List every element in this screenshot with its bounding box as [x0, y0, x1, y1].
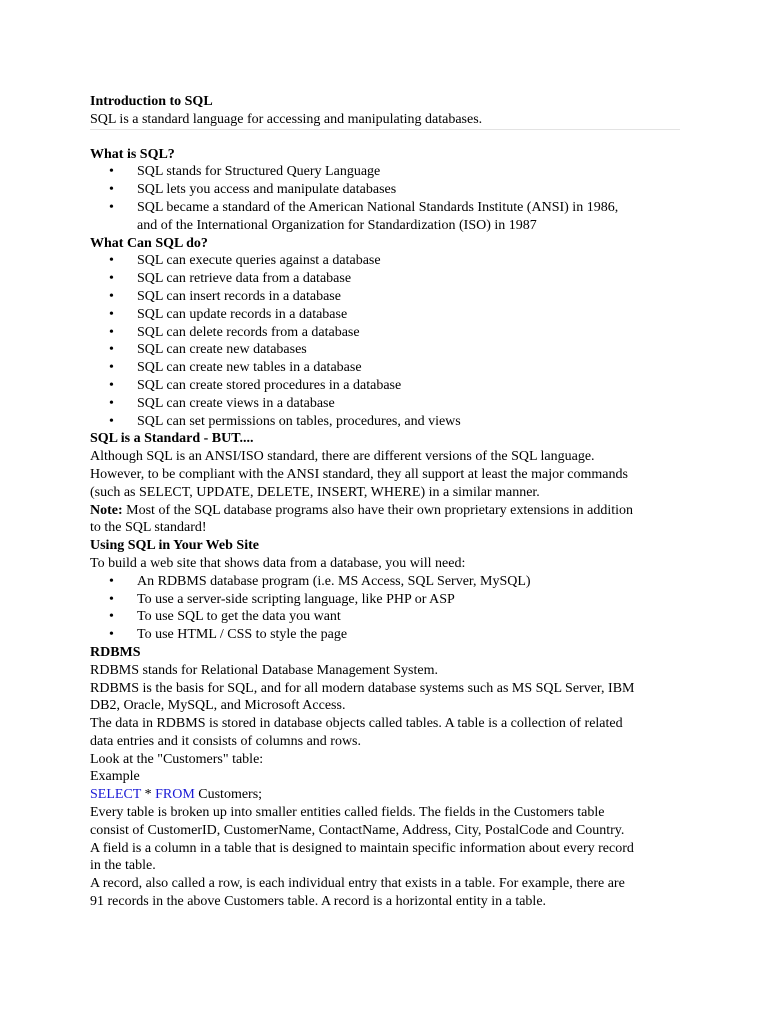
- list-item: • SQL can create new tables in a database: [109, 360, 362, 376]
- rdbms-line: The data in RDBMS is stored in database objects called tables. A table is a collection of related: [90, 716, 623, 732]
- standard-line: However, to be compliant with the ANSI standard, they all support at least the major commands: [90, 466, 628, 482]
- bullet-icon: •: [109, 253, 114, 269]
- rdbms-line: RDBMS is the basis for SQL, and for all modern database systems such as MS SQL Server, IBM: [90, 680, 635, 696]
- sql-table: Customers;: [194, 787, 263, 803]
- list-item: • SQL became a standard of the American National Standards Institute (ANSI) in 1986, and of the International Organization for Standardization (ISO) in 1987: [109, 199, 619, 233]
- bullet-icon: •: [109, 199, 114, 215]
- rdbms-line: DB2, Oracle, MySQL, and Microsoft Access.: [90, 698, 346, 714]
- standard-note: [90, 502, 690, 520]
- bullet-icon: •: [109, 271, 114, 287]
- note-text: Most of the SQL database programs also have their own proprietary extensions in addition: [122, 502, 634, 518]
- list-item: • SQL can delete records from a database: [109, 324, 360, 340]
- rdbms-heading: RDBMS: [90, 644, 141, 660]
- bullet-icon: •: [109, 164, 114, 180]
- bullet-icon: •: [109, 360, 114, 376]
- sql-keyword-from: FROM: [155, 787, 195, 803]
- bullet-icon: •: [109, 609, 114, 625]
- note-label: Note:: [90, 502, 123, 518]
- rdbms-after-line: in the table.: [90, 858, 156, 874]
- list-item: • SQL can create stored procedures in a database: [109, 377, 402, 393]
- website-intro: To build a web site that shows data from a database, you will need:: [90, 555, 466, 571]
- bullet-icon: •: [109, 306, 114, 322]
- bullet-icon: •: [109, 413, 114, 429]
- bullet-icon: •: [109, 395, 114, 411]
- list-item: • SQL lets you access and manipulate databases: [109, 182, 397, 198]
- list-item: • To use SQL to get the data you want: [109, 609, 341, 625]
- standard-note-line2: to the SQL standard!: [90, 520, 207, 536]
- list-item: • SQL can create views in a database: [109, 395, 335, 411]
- list-item: • To use a server-side scripting language, like PHP or ASP: [109, 591, 455, 607]
- website-list: [90, 573, 690, 644]
- standard-heading: SQL is a Standard - BUT....: [90, 431, 254, 447]
- spacer: [90, 130, 690, 146]
- bullet-icon: •: [109, 324, 114, 340]
- bullet-icon: •: [109, 342, 114, 358]
- what-is-list: [90, 163, 690, 234]
- list-item: • SQL stands for Structured Query Language: [109, 164, 381, 180]
- list-item: • SQL can create new databases: [109, 342, 307, 358]
- rdbms-after-line: A field is a column in a table that is designed to maintain specific information about every record: [90, 840, 634, 856]
- intro-title: Introduction to SQL: [90, 94, 213, 109]
- rdbms-after-line: consist of CustomerID, CustomerName, ContactName, Address, City, PostalCode and Country.: [90, 822, 625, 838]
- bullet-icon: •: [109, 627, 114, 643]
- what-can-list: [90, 252, 690, 430]
- sql-star: *: [141, 787, 156, 803]
- bullet-icon: •: [109, 377, 114, 393]
- standard-line: Although SQL is an ANSI/ISO standard, there are different versions of the SQL language.: [90, 449, 595, 465]
- standard-line: (such as SELECT, UPDATE, DELETE, INSERT, WHERE) in a similar manner.: [90, 484, 540, 500]
- list-item: • SQL can execute queries against a database: [109, 253, 381, 269]
- document-page: [90, 93, 690, 911]
- bullet-icon: •: [109, 591, 114, 607]
- what-is-heading: What is SQL?: [90, 146, 175, 162]
- list-item: • To use HTML / CSS to style the page: [109, 627, 348, 643]
- what-can-heading: What Can SQL do?: [90, 235, 208, 251]
- bullet-icon: •: [109, 182, 114, 198]
- website-heading: Using SQL in Your Web Site: [90, 538, 259, 554]
- list-item: • An RDBMS database program (i.e. MS Access, SQL Server, MySQL): [109, 573, 531, 589]
- sql-keyword-select: SELECT: [90, 787, 142, 803]
- intro-subtitle: SQL is a standard language for accessing and manipulating databases.: [90, 111, 483, 127]
- list-item: • SQL can update records in a database: [109, 306, 348, 322]
- rdbms-after-line: A record, also called a row, is each individual entry that exists in a table. For example, there are: [90, 876, 625, 892]
- rdbms-line: RDBMS stands for Relational Database Management System.: [90, 662, 438, 678]
- rdbms-after-line: 91 records in the above Customers table. A record is a horizontal entity in a table.: [90, 894, 547, 910]
- rdbms-after-line: Every table is broken up into smaller entities called fields. The fields in the Customers table: [90, 805, 605, 821]
- rdbms-line: data entries and it consists of columns and rows.: [90, 733, 362, 749]
- code-example: [90, 786, 690, 804]
- list-item: • SQL can retrieve data from a database: [109, 271, 352, 287]
- rdbms-line: Look at the "Customers" table:: [90, 751, 264, 767]
- list-item: • SQL can insert records in a database: [109, 288, 341, 304]
- bullet-icon: •: [109, 573, 114, 589]
- list-item: • SQL can set permissions on tables, procedures, and views: [109, 413, 461, 429]
- example-label: Example: [90, 769, 140, 785]
- bullet-icon: •: [109, 288, 114, 304]
